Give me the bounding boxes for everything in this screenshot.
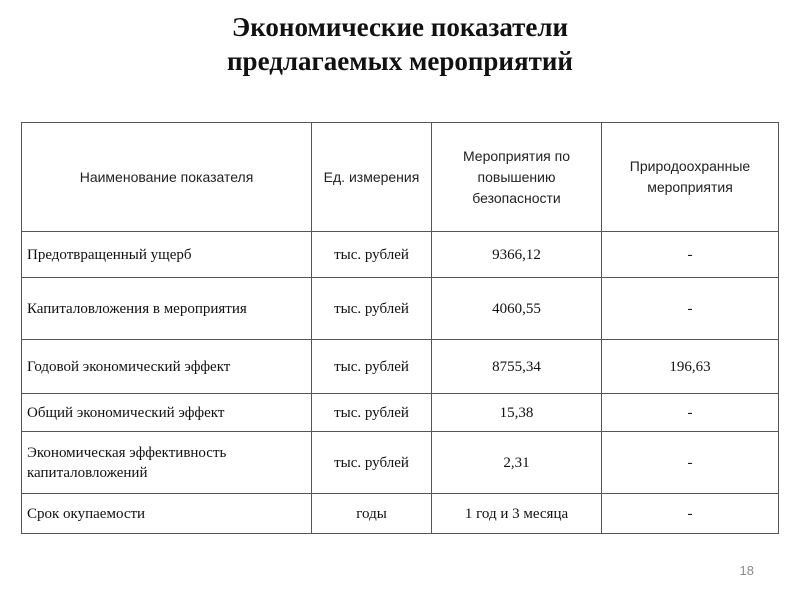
- unit-cell: годы: [312, 494, 432, 534]
- table-row: [22, 432, 779, 494]
- safety-value-cell: 9366,12: [432, 232, 602, 278]
- table-row: [22, 340, 779, 394]
- indicator-name-cell: Общий экономический эффект: [22, 394, 312, 432]
- header-safety-measures: Мероприятия по повышению безопасности: [432, 123, 602, 232]
- indicator-name-cell: Годовой экономический эффект: [22, 340, 312, 394]
- indicator-name-cell: Экономическая эффективность капиталовложений: [22, 432, 312, 494]
- environmental-value-cell: -: [602, 494, 779, 534]
- table-row: [22, 494, 779, 534]
- unit-cell: тыс. рублей: [312, 278, 432, 340]
- economic-indicators-table: [21, 122, 779, 534]
- page-number: 18: [739, 563, 754, 578]
- slide-title: [0, 10, 800, 78]
- table-row: [22, 394, 779, 432]
- indicator-name-cell: Срок окупаемости: [22, 494, 312, 534]
- indicator-name-cell: Капиталовложения в мероприятия: [22, 278, 312, 340]
- safety-value-cell: 4060,55: [432, 278, 602, 340]
- header-unit: Ед. измерения: [312, 123, 432, 232]
- safety-value-cell: 1 год и 3 месяца: [432, 494, 602, 534]
- environmental-value-cell: 196,63: [602, 340, 779, 394]
- slide-title-line-1: Экономические показатели: [231, 12, 569, 42]
- unit-cell: тыс. рублей: [312, 340, 432, 394]
- unit-cell: тыс. рублей: [312, 232, 432, 278]
- indicator-name-cell: Предотвращенный ущерб: [22, 232, 312, 278]
- safety-value-cell: 15,38: [432, 394, 602, 432]
- table-row: [22, 278, 779, 340]
- environmental-value-cell: -: [602, 432, 779, 494]
- table-header-row: [22, 123, 779, 232]
- header-indicator-name: Наименование показателя: [22, 123, 312, 232]
- environmental-value-cell: -: [602, 278, 779, 340]
- unit-cell: тыс. рублей: [312, 394, 432, 432]
- table-row: [22, 232, 779, 278]
- header-environmental-measures: Природоохранные мероприятия: [602, 123, 779, 232]
- unit-cell: тыс. рублей: [312, 432, 432, 494]
- slide-title-line-2: предлагаемых мероприятий: [227, 46, 573, 76]
- safety-value-cell: 8755,34: [432, 340, 602, 394]
- safety-value-cell: 2,31: [432, 432, 602, 494]
- environmental-value-cell: -: [602, 232, 779, 278]
- environmental-value-cell: -: [602, 394, 779, 432]
